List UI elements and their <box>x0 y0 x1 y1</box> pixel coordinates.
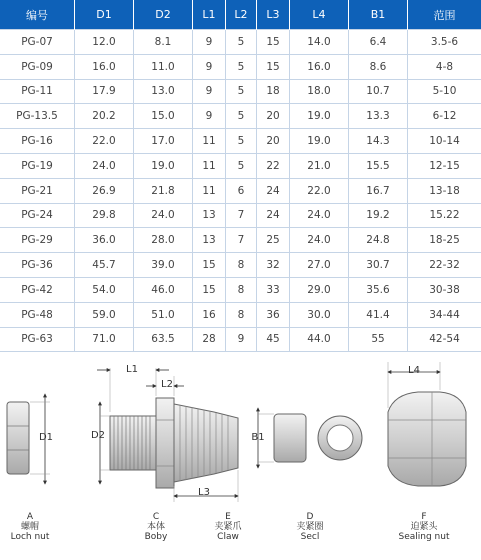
cell-l1: 9 <box>193 104 226 129</box>
cell-d2: 17.0 <box>134 129 193 154</box>
cell-range: 22-32 <box>408 253 481 278</box>
cell-d2: 39.0 <box>134 253 193 278</box>
cell-code: PG-21 <box>0 178 75 203</box>
cell-d1: 71.0 <box>75 327 134 352</box>
col-header-code: 编号 <box>0 0 75 30</box>
cell-code: PG-24 <box>0 203 75 228</box>
cell-l4: 29.0 <box>290 277 349 302</box>
table-row <box>0 79 481 104</box>
cell-d2: 21.8 <box>134 178 193 203</box>
cell-d1: 29.8 <box>75 203 134 228</box>
dim-label-l4: L4 <box>408 365 420 376</box>
cell-l4: 21.0 <box>290 153 349 178</box>
cell-b1: 6.4 <box>349 30 408 55</box>
cell-code: PG-11 <box>0 79 75 104</box>
cell-range: 10-14 <box>408 129 481 154</box>
cell-l4: 22.0 <box>290 178 349 203</box>
cell-d1: 36.0 <box>75 228 134 253</box>
cell-l4: 30.0 <box>290 302 349 327</box>
cell-l1: 13 <box>193 203 226 228</box>
cell-l3: 15 <box>257 54 290 79</box>
cell-b1: 13.3 <box>349 104 408 129</box>
cell-l1: 11 <box>193 178 226 203</box>
cell-d1: 16.0 <box>75 54 134 79</box>
dim-label-l1: L1 <box>126 364 138 375</box>
cell-l4: 44.0 <box>290 327 349 352</box>
part-caption-seal: D 夹紧圈 Secl <box>296 512 324 542</box>
cell-code: PG-09 <box>0 54 75 79</box>
cell-b1: 35.6 <box>349 277 408 302</box>
cell-l2: 7 <box>226 228 257 253</box>
cell-l2: 5 <box>226 129 257 154</box>
cell-b1: 8.6 <box>349 54 408 79</box>
cell-l1: 9 <box>193 30 226 55</box>
cell-d1: 22.0 <box>75 129 134 154</box>
cell-d2: 51.0 <box>134 302 193 327</box>
cell-code: PG-36 <box>0 253 75 278</box>
cell-d2: 8.1 <box>134 30 193 55</box>
table-row <box>0 178 481 203</box>
parts-diagram <box>0 362 481 560</box>
cell-b1: 10.7 <box>349 79 408 104</box>
cell-l2: 6 <box>226 178 257 203</box>
table-row <box>0 30 481 55</box>
cell-d1: 26.9 <box>75 178 134 203</box>
cell-l4: 27.0 <box>290 253 349 278</box>
cell-d1: 17.9 <box>75 79 134 104</box>
dim-label-l3: L3 <box>198 487 210 498</box>
cell-b1: 30.7 <box>349 253 408 278</box>
cell-d1: 59.0 <box>75 302 134 327</box>
cell-d2: 24.0 <box>134 203 193 228</box>
table-row <box>0 228 481 253</box>
table-row <box>0 203 481 228</box>
cell-b1: 19.2 <box>349 203 408 228</box>
cell-d1: 54.0 <box>75 277 134 302</box>
cell-d1: 12.0 <box>75 30 134 55</box>
cell-range: 18-25 <box>408 228 481 253</box>
cell-range: 5-10 <box>408 79 481 104</box>
cell-d2: 46.0 <box>134 277 193 302</box>
cell-d2: 19.0 <box>134 153 193 178</box>
cell-b1: 41.4 <box>349 302 408 327</box>
col-header-b1: B1 <box>349 0 408 30</box>
cell-l1: 15 <box>193 277 226 302</box>
cell-l1: 9 <box>193 79 226 104</box>
cell-l2: 5 <box>226 104 257 129</box>
cell-l1: 9 <box>193 54 226 79</box>
col-header-l2: L2 <box>226 0 257 30</box>
part-caption-sealing-nut: F 迫紧头 Sealing nut <box>398 512 450 542</box>
cell-l3: 24 <box>257 203 290 228</box>
cell-b1: 55 <box>349 327 408 352</box>
cell-l3: 32 <box>257 253 290 278</box>
cell-l2: 5 <box>226 153 257 178</box>
col-header-d1: D1 <box>75 0 134 30</box>
cell-b1: 24.8 <box>349 228 408 253</box>
cell-range: 30-38 <box>408 277 481 302</box>
dim-label-l2: L2 <box>161 379 173 390</box>
col-header-l4: L4 <box>290 0 349 30</box>
table-row <box>0 104 481 129</box>
cell-d2: 15.0 <box>134 104 193 129</box>
dim-label-d1: D1 <box>38 432 54 443</box>
cell-l3: 45 <box>257 327 290 352</box>
cell-l2: 8 <box>226 253 257 278</box>
cell-l2: 5 <box>226 30 257 55</box>
cell-d2: 13.0 <box>134 79 193 104</box>
table-row <box>0 327 481 352</box>
cell-b1: 14.3 <box>349 129 408 154</box>
cell-l3: 18 <box>257 79 290 104</box>
cell-l1: 15 <box>193 253 226 278</box>
cell-b1: 15.5 <box>349 153 408 178</box>
cell-l1: 13 <box>193 228 226 253</box>
cell-l2: 9 <box>226 327 257 352</box>
part-caption-body: C 本体 Boby <box>144 512 168 542</box>
cell-l4: 16.0 <box>290 54 349 79</box>
cell-l1: 16 <box>193 302 226 327</box>
col-header-range: 范围 <box>408 0 481 30</box>
table-row <box>0 253 481 278</box>
cell-l2: 5 <box>226 54 257 79</box>
cell-l3: 20 <box>257 129 290 154</box>
cell-d1: 20.2 <box>75 104 134 129</box>
cell-l1: 28 <box>193 327 226 352</box>
seal-drawing <box>258 408 362 468</box>
cell-l3: 24 <box>257 178 290 203</box>
cell-range: 15.22 <box>408 203 481 228</box>
cell-range: 34-44 <box>408 302 481 327</box>
cell-d1: 24.0 <box>75 153 134 178</box>
dim-label-b1: B1 <box>251 432 265 443</box>
cell-l3: 36 <box>257 302 290 327</box>
cell-range: 3.5-6 <box>408 30 481 55</box>
cell-range: 13-18 <box>408 178 481 203</box>
cell-d1: 45.7 <box>75 253 134 278</box>
cell-l4: 24.0 <box>290 203 349 228</box>
cell-l2: 5 <box>226 79 257 104</box>
dim-label-d2: D2 <box>90 430 106 441</box>
cell-code: PG-63 <box>0 327 75 352</box>
cell-range: 12-15 <box>408 153 481 178</box>
table-row <box>0 277 481 302</box>
cell-l4: 18.0 <box>290 79 349 104</box>
cell-l4: 19.0 <box>290 129 349 154</box>
table-header-row <box>0 0 481 30</box>
cell-range: 42-54 <box>408 327 481 352</box>
col-header-l3: L3 <box>257 0 290 30</box>
col-header-d2: D2 <box>134 0 193 30</box>
cell-l1: 11 <box>193 129 226 154</box>
table-row <box>0 54 481 79</box>
cell-l3: 33 <box>257 277 290 302</box>
cell-l3: 20 <box>257 104 290 129</box>
cell-l2: 8 <box>226 277 257 302</box>
cell-l1: 11 <box>193 153 226 178</box>
cell-l3: 22 <box>257 153 290 178</box>
cell-range: 4-8 <box>408 54 481 79</box>
part-caption-claw: E 夹紧爪 Claw <box>214 512 242 542</box>
cell-range: 6-12 <box>408 104 481 129</box>
cell-code: PG-16 <box>0 129 75 154</box>
cell-code: PG-07 <box>0 30 75 55</box>
col-header-l1: L1 <box>193 0 226 30</box>
cell-code: PG-29 <box>0 228 75 253</box>
cell-d2: 11.0 <box>134 54 193 79</box>
cell-code: PG-19 <box>0 153 75 178</box>
table-row <box>0 153 481 178</box>
table-row <box>0 302 481 327</box>
cell-l4: 19.0 <box>290 104 349 129</box>
sealing-nut-drawing <box>388 362 466 486</box>
cell-code: PG-48 <box>0 302 75 327</box>
cell-l2: 8 <box>226 302 257 327</box>
cell-code: PG-42 <box>0 277 75 302</box>
cell-d2: 63.5 <box>134 327 193 352</box>
cell-l3: 15 <box>257 30 290 55</box>
cell-l4: 24.0 <box>290 228 349 253</box>
cell-l3: 25 <box>257 228 290 253</box>
table-body <box>0 30 481 352</box>
cell-l4: 14.0 <box>290 30 349 55</box>
table-row <box>0 129 481 154</box>
cell-b1: 16.7 <box>349 178 408 203</box>
cell-code: PG-13.5 <box>0 104 75 129</box>
cell-d2: 28.0 <box>134 228 193 253</box>
cell-l2: 7 <box>226 203 257 228</box>
part-caption-lock-nut: A 螺帽 Loch nut <box>10 512 50 542</box>
